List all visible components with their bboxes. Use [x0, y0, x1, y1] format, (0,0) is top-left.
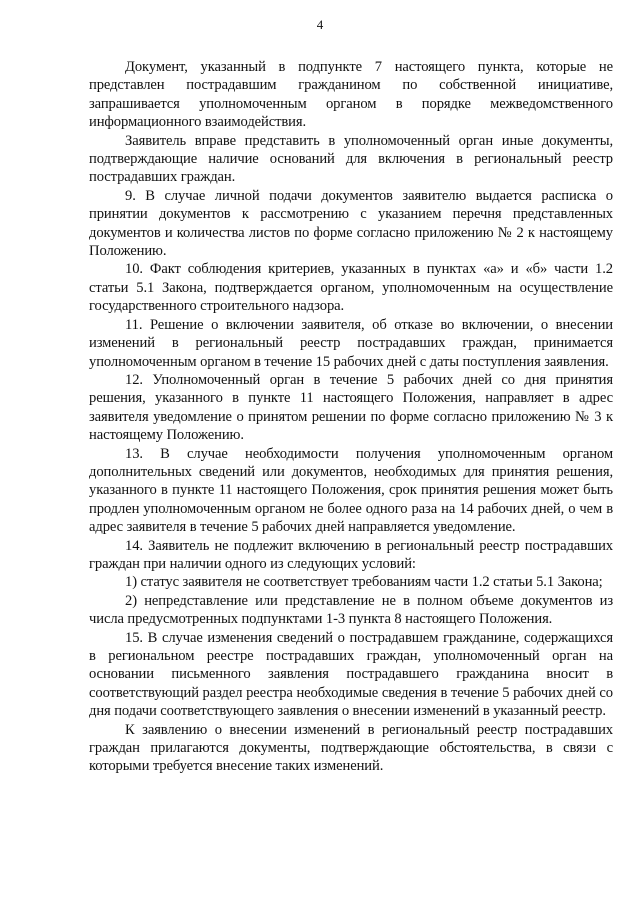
paragraph-changes-attachments: К заявлению о внесении изменений в региональный реестр пострадавших граждан прилагаются документы, подтверждающие обстоятельства, в связи с которыми требуется внесение таких изменений.	[89, 721, 613, 775]
paragraph-item-15: 15. В случае изменения сведений о пострадавшем гражданине, содержащихся в региональном реестре пострадавших граждан, уполномоченный орган на основании письменного заявления пострадавшего гражданина вносит в соответствующий раздел реестра необходимые сведения в течение 5 рабочих дней со дня подачи соответствующего заявления о внесении изменений в указанный реестр.	[89, 629, 613, 720]
paragraph-document-request: Документ, указанный в подпункте 7 настоящего пункта, которые не представлен пострадавшим гражданином по собственной инициативе, запрашивается уполномоченным органом в порядке межведомственного информационного взаимодействия.	[89, 59, 613, 131]
document-body	[89, 58, 613, 776]
paragraph-applicant-documents: Заявитель вправе представить в уполномоченный орган иные документы, подтверждающие наличие оснований для включения в региональный реестр пострадавших граждан.	[89, 132, 613, 186]
paragraph-item-11: 11. Решение о включении заявителя, об отказе во включении, о внесении изменений в региональный реестр пострадавших граждан, принимается уполномоченным органом в течение 15 рабочих дней с даты поступления заявления.	[89, 316, 613, 370]
paragraph-item-9: 9. В случае личной подачи документов заявителю выдается расписка о принятии документов к рассмотрению с указанием перечня представленных документов и количества листов по форме согласно приложению № 2 к настоящему Положению.	[89, 187, 613, 260]
paragraph-item-12: 12. Уполномоченный орган в течение 5 рабочих дней со дня принятия решения, указанного в пункте 11 настоящего Положения, направляет в адрес заявителя уведомление о принятом решении по форме согласно приложению № 3 к настоящему Положению.	[89, 371, 613, 444]
paragraph-item-14-condition-2: 2) непредставление или представление не в полном объеме документов из числа предусмотренных подпунктами 1-3 пункта 8 настоящего Положения.	[89, 592, 613, 628]
paragraph-item-10: 10. Факт соблюдения критериев, указанных в пунктах «а» и «б» части 1.2 статьи 5.1 Закона, подтверждается органом, уполномоченным на осуществление государственного строительного надзора.	[89, 261, 613, 315]
paragraph-item-13: 13. В случае необходимости получения уполномоченным органом дополнительных сведений или документов, необходимых для принятия решения, указанного в пункте 11 настоящего Положения, срок принятия решения может быть продлен уполномоченным органом не более одного раза на 14 рабочих дней, о чем в адрес заявителя в течение 5 рабочих дней направляется уведомление.	[89, 445, 613, 536]
paragraph-item-14: 14. Заявитель не подлежит включению в региональный реестр пострадавших граждан при наличии одного из следующих условий:	[89, 537, 613, 572]
page-number: 4	[316, 17, 324, 32]
paragraph-item-14-condition-1: 1) статус заявителя не соответствует требованиям части 1.2 статьи 5.1 Закона;	[125, 574, 603, 591]
